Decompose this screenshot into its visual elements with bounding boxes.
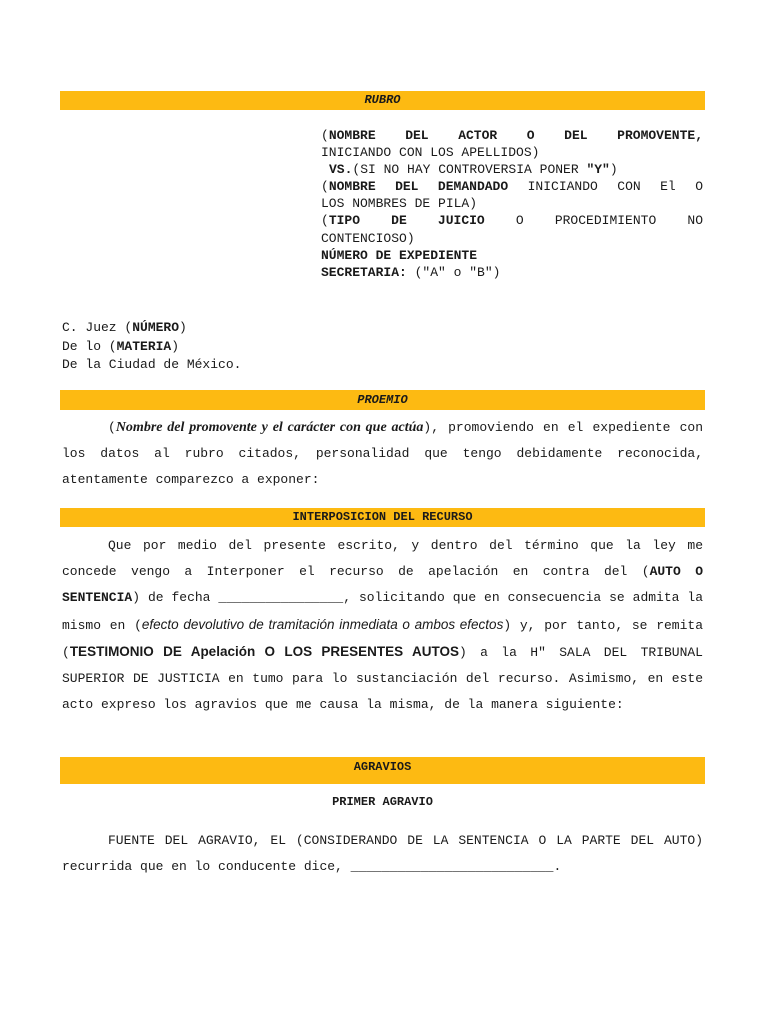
proemio-paragraph: (Nombre del promovente y el carácter con que actúa), promoviendo en el expediente con los datos al rubro citados, personalidad que tengo debidamente reconocida, atentamente comparezco a exponer: <box>62 420 704 488</box>
primer-agravio-heading: PRIMER AGRAVIO <box>332 795 433 809</box>
rubro-line-nombres: LOS NOMBRES DE PILA) <box>321 196 478 212</box>
agravio-paragraph: FUENTE DEL AGRAVIO, EL (CONSIDERANDO DE LA SENTENCIA O LA PARTE DEL AUTO) recurrida que en lo conducente dice, __________________________. <box>62 833 703 875</box>
rubro-line-vs: VS.(SI NO HAY CONTROVERSIA PONER "Y") <box>329 162 618 178</box>
recurso-paragraph: Que por medio del presente escrito, y dentro del término que la ley me concede vengo a Interponer el recurso de apelación en contra del (AUTO O SENTENCIA) de fecha ________________, solicitando que en consecuencia se admita la mismo en (efecto devolutivo de tramitación inmediata o ambos efectos) y, por tanto, se remita (TESTIMONIO DE Apelación O LOS PRESENTES AUTOS) a la H" SALA DEL TRIBUNAL SUPERIOR DE JUSTICIA en tumo para lo sustanciación del recurso. Asimismo, en este acto expreso los agravios que me causa la misma, de la manera siguiente: <box>62 538 703 713</box>
rubro-line-actor: (NOMBRE DEL ACTOR O DEL PROMOVENTE, <box>321 128 703 143</box>
addressee-block <box>62 319 241 375</box>
rubro-heading-bar <box>60 91 705 110</box>
recurso-heading-bar <box>60 508 705 527</box>
proemio-heading: PROEMIO <box>357 393 408 407</box>
agravios-heading-bar <box>60 757 705 784</box>
rubro-line-apellidos: INICIANDO CON LOS APELLIDOS) <box>321 145 540 161</box>
rubro-line-tipo-juicio: (TIPO DE JUICIO O PROCEDIMIENTO NO <box>321 213 703 229</box>
rubro-line-secretaria: SECRETARIA: ("A" o "B") <box>321 264 501 280</box>
rubro-line-demandado: (NOMBRE DEL DEMANDADO INICIANDO CON El O <box>321 179 703 195</box>
rubro-heading: RUBRO <box>364 93 401 107</box>
addressee-juez: C. Juez (NÚMERO) <box>62 320 187 335</box>
rubro-block <box>321 127 703 281</box>
addressee-materia: De lo (MATERIA) <box>62 338 180 354</box>
agravios-heading: AGRAVIOS <box>353 760 412 774</box>
proemio-heading-bar <box>60 390 705 410</box>
addressee-ciudad: De la Ciudad de México. <box>62 357 242 372</box>
rubro-line-contencioso: CONTENCIOSO) <box>321 230 415 246</box>
rubro-line-expediente: NÚMERO DE EXPEDIENTE <box>321 247 478 263</box>
recurso-heading: INTERPOSICION DEL RECURSO <box>292 510 473 524</box>
